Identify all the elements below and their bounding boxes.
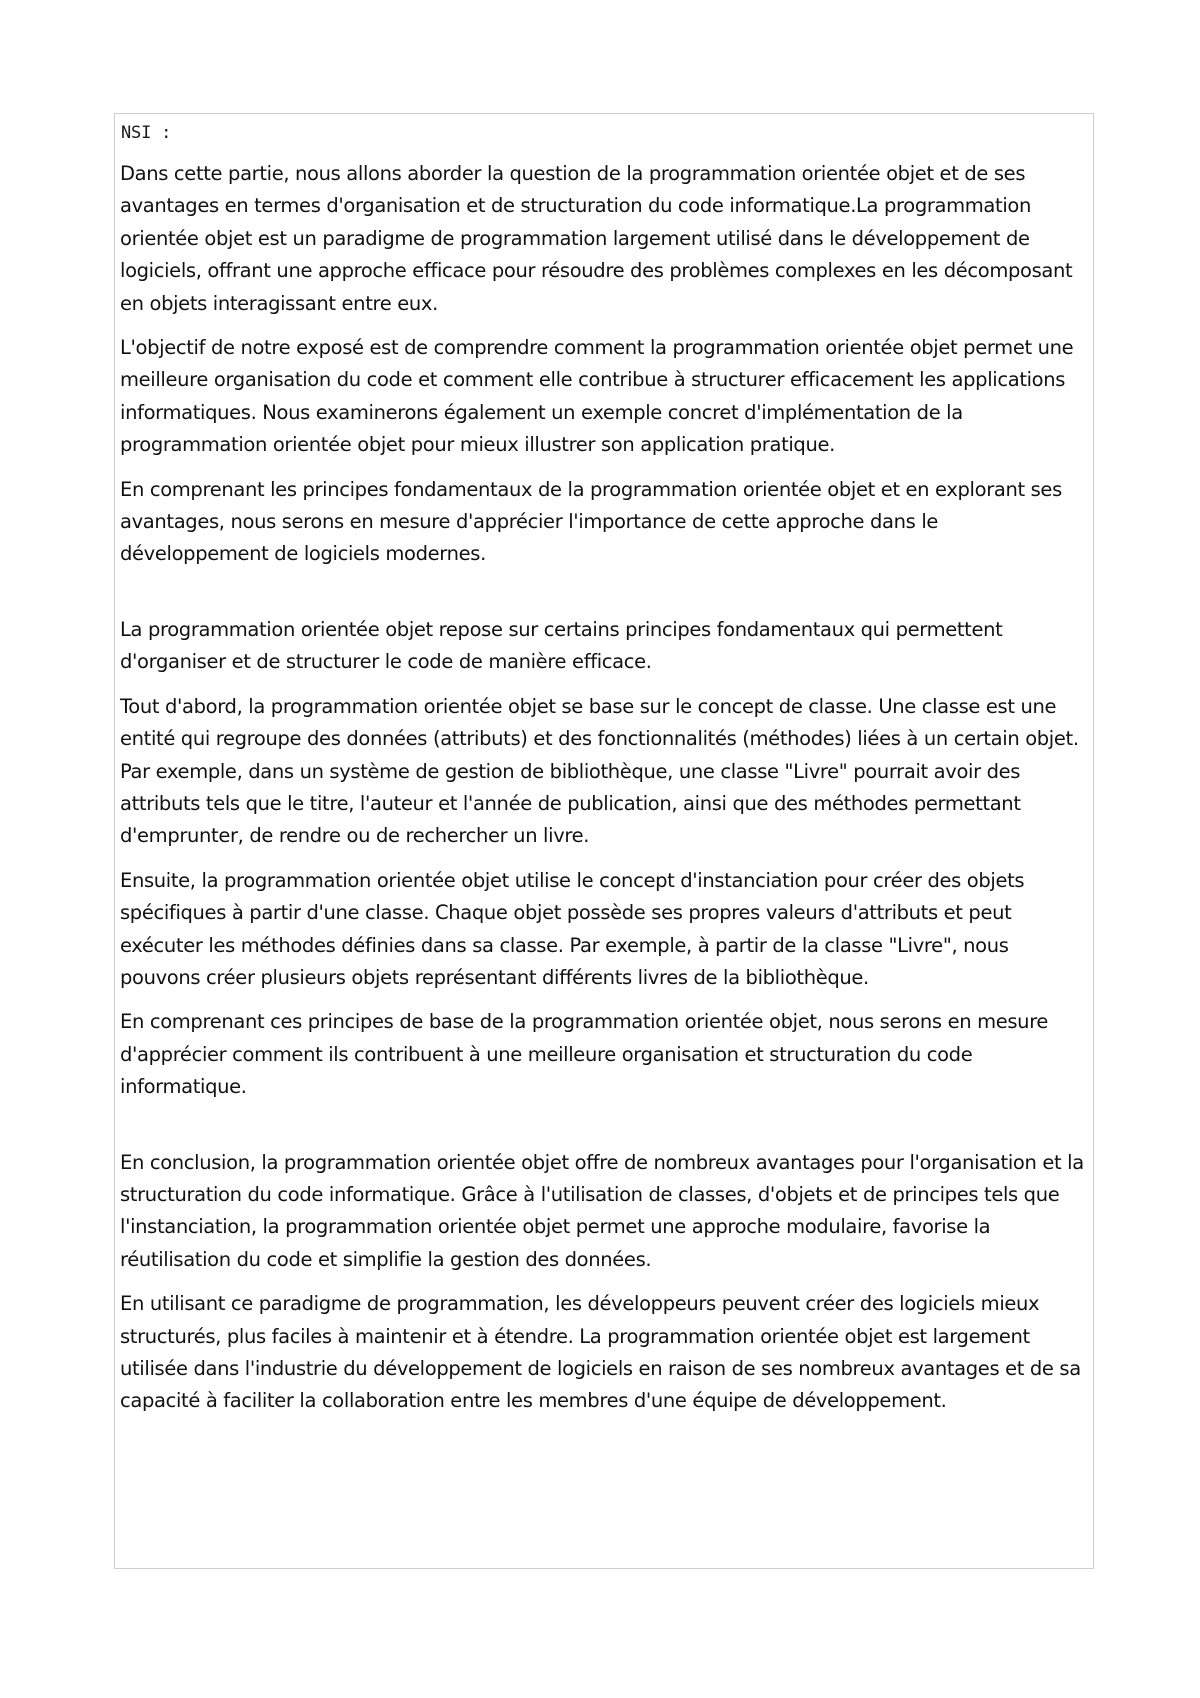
intro-paragraph-3: En comprenant les principes fondamentaux de la programmation orientée objet et en explorant ses avantages, nous serons en mesure d'apprécier l'importance de cette approche dans le développement de logiciels modernes. — [120, 477, 1062, 566]
principles-paragraph-3: Ensuite, la programmation orientée objet utilise le concept d'instanciation pour créer des objets spécifiques à partir d'une classe. Chaque objet possède ses propres valeurs d'attributs et peut exécuter les méthodes définies dans sa classe. Par exemple, à partir de la classe "Livre", nous pouvons créer plusieurs objets représentant différents livres de la bibliothèque. — [120, 868, 1025, 989]
section-spacer — [120, 583, 1092, 614]
document-body — [120, 158, 1092, 1430]
principles-paragraph-2: Tout d'abord, la programmation orientée objet se base sur le concept de classe. Une classe est une entité qui regroupe des données (attributs) et des fonctionnalités (méthodes) liées à un certain objet. Par exemple, dans un système de gestion de bibliothèque, une classe "Livre" pourrait avoir des attributs tels que le titre, l'auteur et l'année de publication, ainsi que des méthodes permettant d'emprunter, de rendre ou de rechercher un livre. — [120, 694, 1079, 848]
section-spacer — [120, 1116, 1092, 1147]
principles-paragraph-1: La programmation orientée objet repose sur certains principes fondamentaux qui permettent d'organiser et de structurer le code de manière efficace. — [120, 617, 1003, 674]
document-header: NSI : — [121, 123, 172, 143]
intro-paragraph-2: L'objectif de notre exposé est de comprendre comment la programmation orientée objet permet une meilleure organisation du code et comment elle contribue à structurer efficacement les applications informatiques. Nous examinerons également un exemple concret d'implémentation de la programmation orientée objet pour mieux illustrer son application pratique. — [120, 336, 1074, 457]
conclusion-paragraph-2: En utilisant ce paradigme de programmation, les développeurs peuvent créer des logiciels mieux structurés, plus faciles à maintenir et à étendre. La programmation orientée objet est largement utilisée dans l'industrie du développement de logiciels en raison de ses nombreux avantages et de sa capacité à faciliter la collaboration entre les membres d'une équipe de développement. — [120, 1292, 1081, 1413]
conclusion-paragraph-1: En conclusion, la programmation orientée objet offre de nombreux avantages pour l'organisation et la structuration du code informatique. Grâce à l'utilisation de classes, d'objets et de principes tels que l'instanciation, la programmation orientée objet permet une approche modulaire, favorise la réutilisation du code et simplifie la gestion des données. — [120, 1150, 1084, 1271]
principles-paragraph-4: En comprenant ces principes de base de la programmation orientée objet, nous serons en mesure d'apprécier comment ils contribuent à une meilleure organisation et structuration du code informatique. — [120, 1010, 1049, 1099]
intro-paragraph-1: Dans cette partie, nous allons aborder la question de la programmation orientée objet et de ses avantages en termes d'organisation et de structuration du code informatique.La programmation orientée objet est un paradigme de programmation largement utilisé dans le développement de logiciels, offrant une approche efficace pour résoudre des problèmes complexes en les décomposant en objets interagissant entre eux. — [120, 162, 1073, 315]
document-page — [114, 113, 1094, 1569]
